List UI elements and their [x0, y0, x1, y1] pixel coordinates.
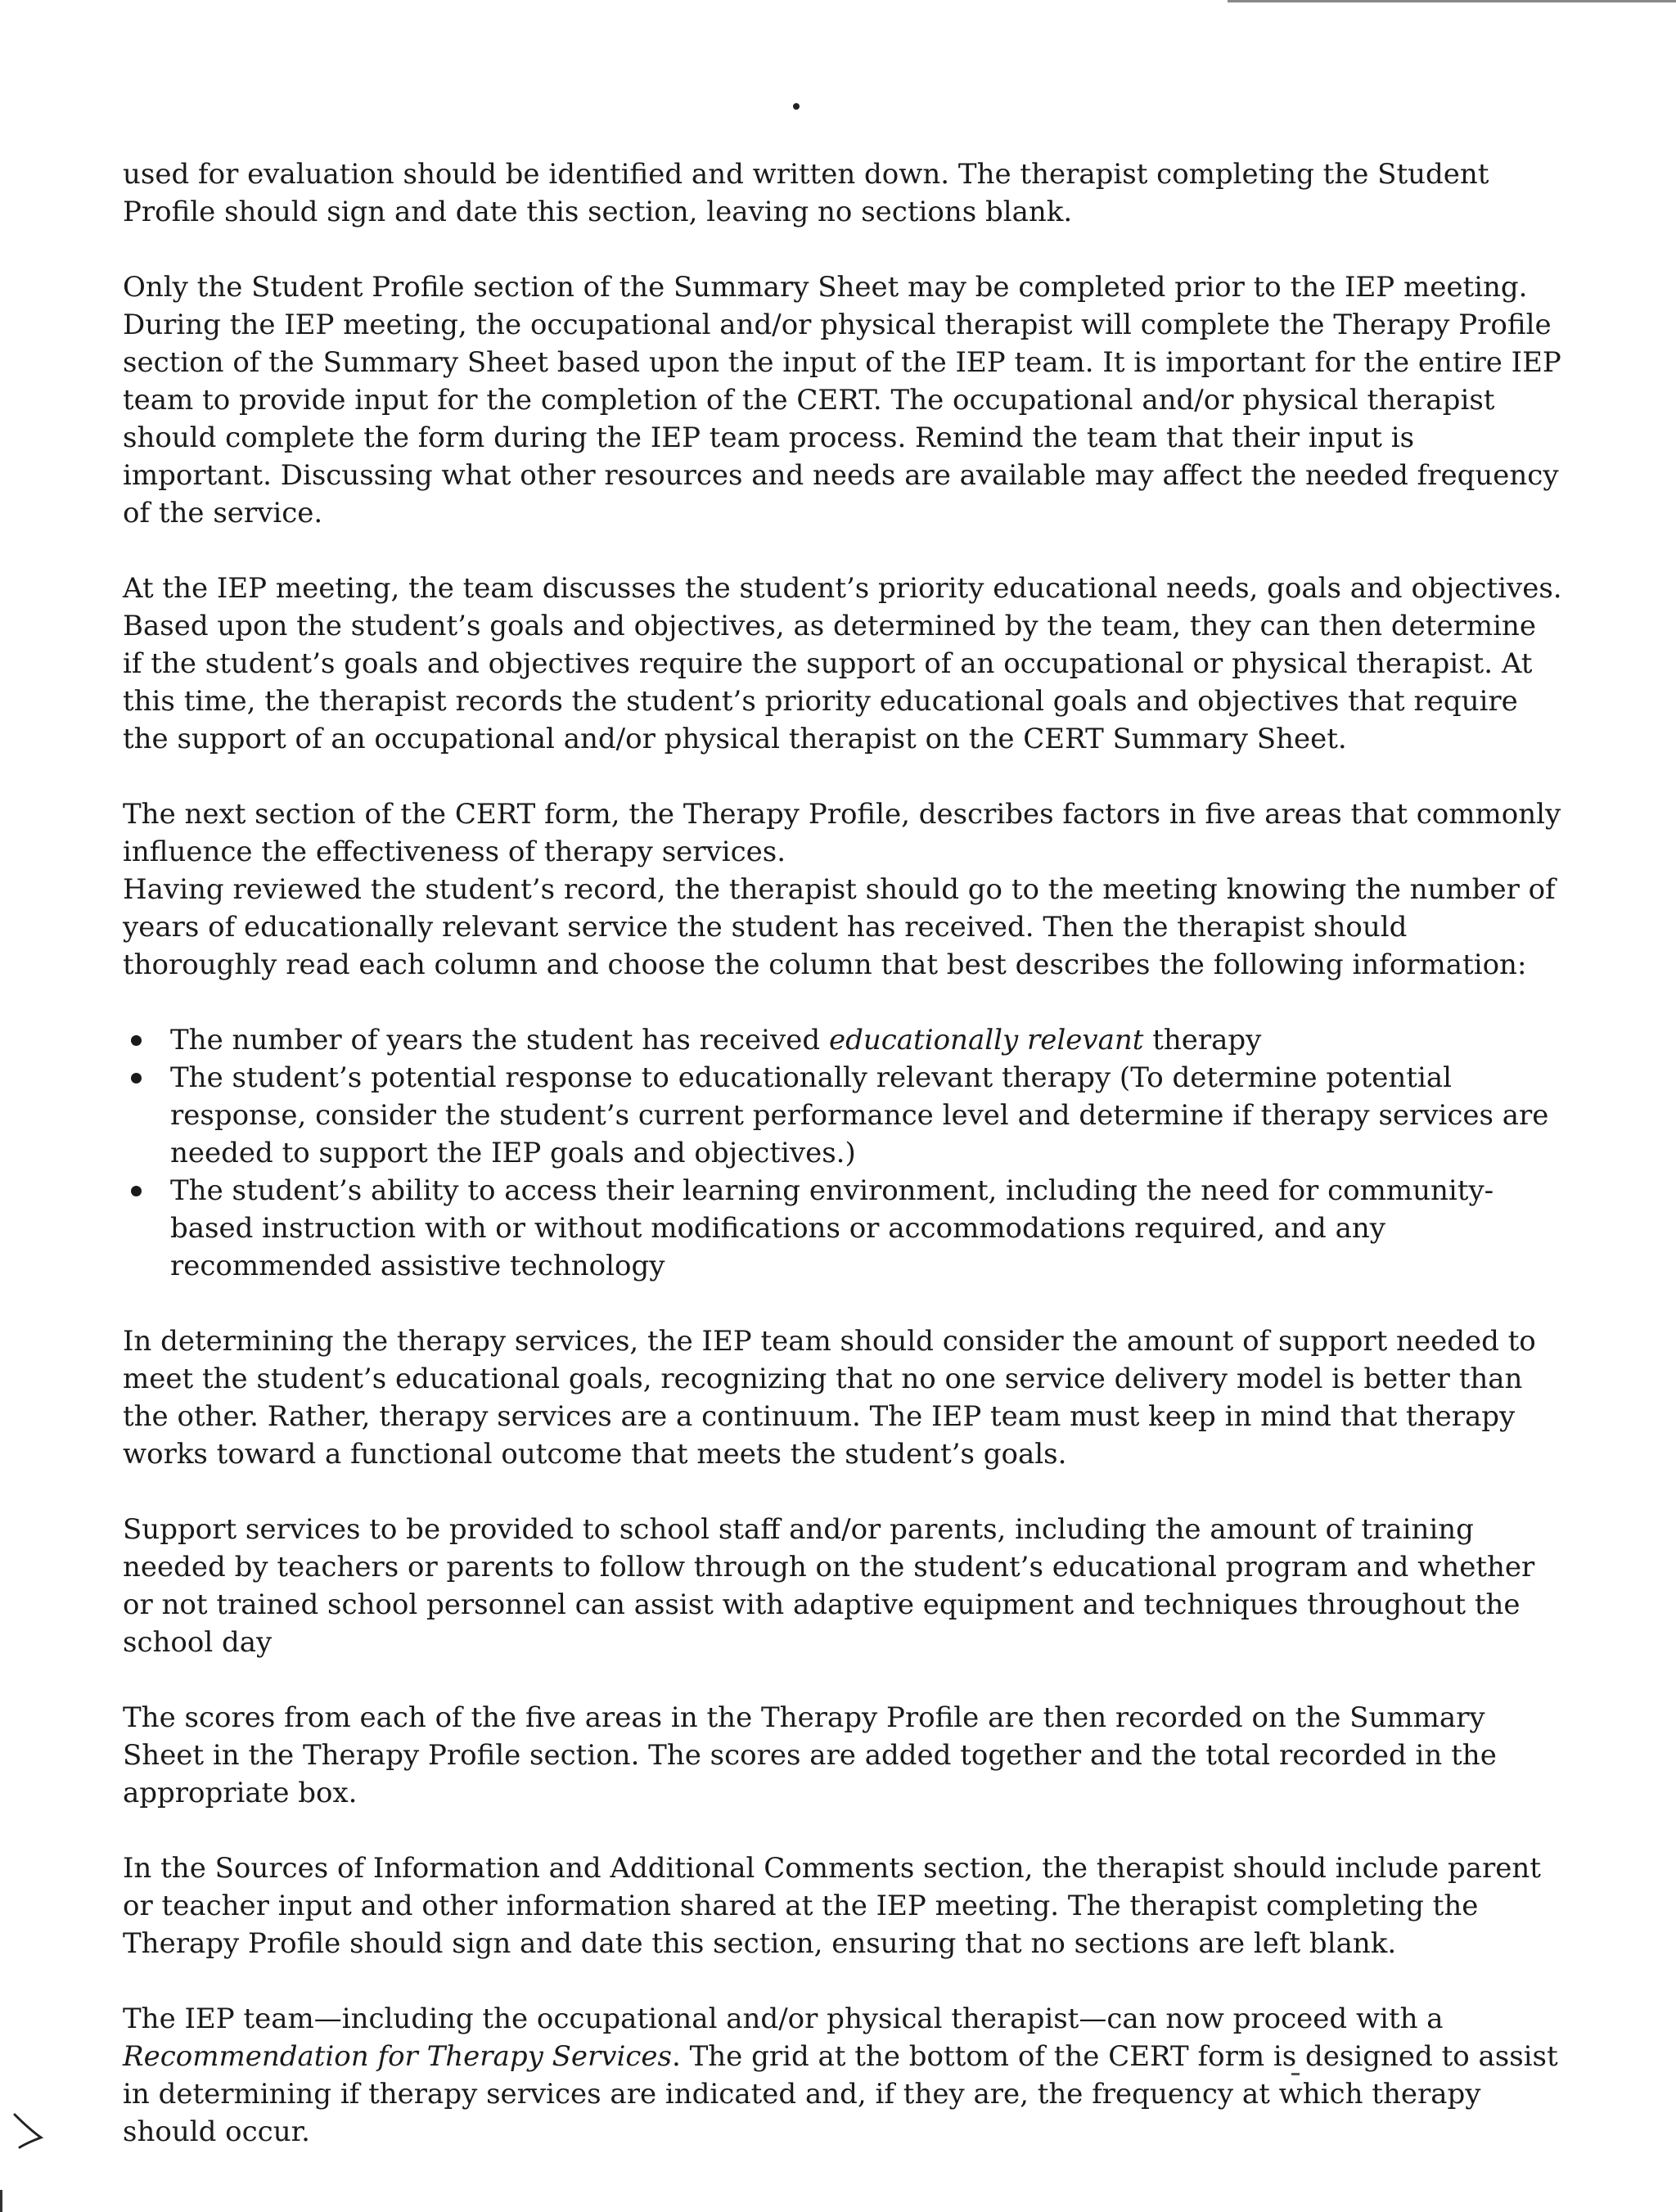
list-item: The student’s potential response to educationally relevant therapy (To determine potential response, consider the student’s current performance level and determine if therapy services are needed to support the IEP goals and objectives.): [170, 1059, 1563, 1172]
scan-mark-top: [793, 103, 800, 110]
recommendation-before: The IEP team—including the occupational and/or physical therapist—can now proceed with a: [123, 2003, 1444, 2035]
pen-mark-bottom-left: [11, 2111, 44, 2152]
paragraph-record-review: Having reviewed the student’s record, the therapist should go to the meeting knowing the number of years of educationally relevant service the student has received. Then the therapist should thoroughly read each column and choose the column that best describes the following information:: [123, 873, 1556, 981]
scan-edge-bottom-left: [0, 2190, 2, 2212]
scan-edge-top-right: [1228, 0, 1676, 2]
paragraph-recommendation: [123, 2000, 1563, 2151]
paragraph-sources: In the Sources of Information and Additional Comments section, the therapist should include parent or teacher input and other information shared at the IEP meeting. The therapist completing the Therapy Profile should sign and date this section, ensuring that no sections are left blank.: [123, 1852, 1541, 1960]
document-body: [123, 155, 1563, 2188]
bullet-years-before: The number of years the student has received: [170, 1024, 829, 1056]
paragraph-therapy-profile: The next section of the CERT form, the Therapy Profile, describes factors in five areas that commonly influence the effectiveness of therapy services.: [123, 798, 1561, 868]
bullet-years-emphasis: educationally relevant: [828, 1024, 1144, 1056]
recommendation-emphasis: Recommendation for Therapy Services: [123, 2040, 672, 2073]
paragraph-determining-services: In determining the therapy services, the IEP team should consider the amount of support needed to meet the student’s educational goals, recognizing that no one service delivery model is better than the other. Rather, therapy services are a continuum. The IEP team must keep in mind that therapy works toward a functional outcome that meets the student’s goals.: [123, 1325, 1536, 1471]
bullet-years-after: therapy: [1143, 1024, 1262, 1056]
list-item: The student’s ability to access their learning environment, including the need for community-based instruction with or without modifications or accommodations required, and any recommended assistive technology: [170, 1172, 1563, 1285]
paragraph-iep-meeting: At the IEP meeting, the team discusses the student’s priority educational needs, goals and objectives. Based upon the student’s goals and objectives, as determined by the team, they can then determine if the student’s goals and objectives require the support of an occupational or physical therapist. At this time, the therapist records the student’s priority educational goals and objectives that require the support of an occupational and/or physical therapist on the CERT Summary Sheet.: [123, 572, 1562, 755]
list-item: [170, 1021, 1563, 1059]
paragraph-scores: The scores from each of the five areas in the Therapy Profile are then recorded on the Summary Sheet in the Therapy Profile section. The scores are added together and the total recorded in the appropriate box.: [123, 1701, 1497, 1809]
paragraph-student-profile: Only the Student Profile section of the Summary Sheet may be completed prior to the IEP meeting. During the IEP meeting, the occupational and/or physical therapist will complete the Therapy Profile section of the Summary Sheet based upon the input of the IEP team. It is important for the entire IEP team to provide input for the completion of the CERT. The occupational and/or physical therapist should complete the form during the IEP team process. Remind the team that their input is important. Discussing what other resources and needs are available may affect the needed frequency of the service.: [123, 271, 1561, 529]
paragraph-evaluation: used for evaluation should be identified and written down. The therapist completing the Student Profile should sign and date this section, leaving no sections blank.: [123, 158, 1489, 228]
recommendation-after: . The grid at the bottom of the CERT form is designed to assist in determining if therapy services are indicated and, if they are, the frequency at which therapy should occur.: [123, 2040, 1558, 2148]
bullet-list: [123, 1021, 1563, 1285]
paragraph-support-services: Support services to be provided to school staff and/or parents, including the amount of training needed by teachers or parents to follow through on the student’s educational program and whether or not trained school personnel can assist with adaptive equipment and techniques throughout the school day: [123, 1513, 1535, 1659]
